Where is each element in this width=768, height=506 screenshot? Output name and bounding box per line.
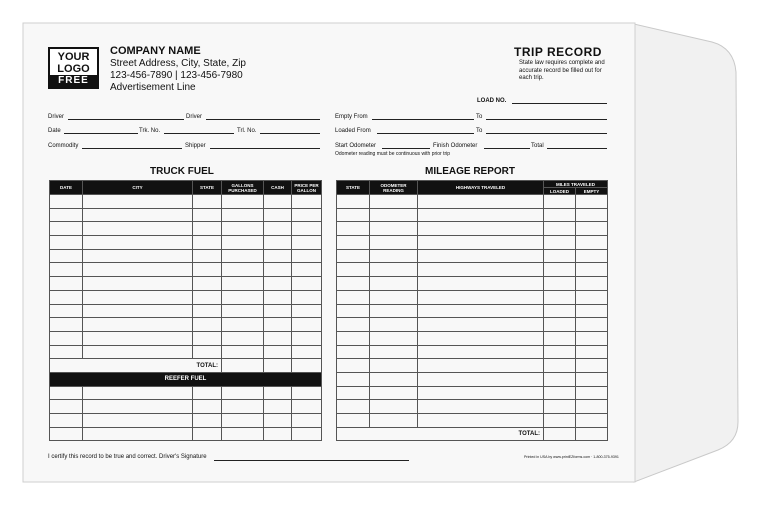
fuel-row [50,400,322,414]
shipper-label: Shipper [185,143,206,149]
company-address: Street Address, City, State, Zip [110,58,246,69]
truck-fuel-table [49,180,322,441]
mileage-cell[interactable] [544,331,576,345]
loaded-from-field[interactable] [377,133,474,134]
mileage-total-cell[interactable] [544,427,576,441]
mileage-cell[interactable] [370,400,418,414]
fuel-cell[interactable] [193,290,222,304]
mileage-cell[interactable] [576,331,608,345]
fuel-total-label: TOTAL: [50,359,222,373]
fuel-total-cell[interactable] [264,359,292,373]
driver1-label: Driver [48,114,64,120]
mileage-row [337,249,608,263]
fuel-cell[interactable] [50,414,83,428]
mileage-row [337,331,608,345]
mileage-cell[interactable] [544,414,576,428]
mileage-cell[interactable] [544,208,576,222]
trip-record-title: TRIP RECORD [514,45,602,59]
fuel-cell[interactable] [50,386,83,400]
mileage-cell[interactable] [370,304,418,318]
fuel-cell[interactable] [292,222,322,236]
fuel-cell[interactable] [193,345,222,359]
mileage-total-row [337,427,608,441]
mileage-cell[interactable] [544,263,576,277]
logo-placeholder [48,47,99,89]
trl-no-label: Trl. No. [237,128,257,134]
mileage-cell[interactable] [370,222,418,236]
trk-no-field[interactable] [164,133,234,134]
fuel-row [50,318,322,332]
to2-label: To [476,128,483,134]
fuel-cell[interactable] [222,195,264,209]
fuel-cell[interactable] [264,414,292,428]
mileage-cell[interactable] [337,222,370,236]
fuel-cell[interactable] [50,222,83,236]
to1-label: To [476,114,483,120]
fuel-cell[interactable] [50,345,83,359]
commodity-field[interactable] [82,148,182,149]
mile-header-state: STATE [337,181,370,195]
trl-no-field[interactable] [260,133,320,134]
mileage-row [337,414,608,428]
mileage-cell[interactable] [576,208,608,222]
empty-from-label: Empty From [335,114,368,120]
fuel-cell[interactable] [292,345,322,359]
mileage-cell[interactable] [576,290,608,304]
mileage-cell[interactable] [544,400,576,414]
mile-header-odometer: ODOMETER READING [370,181,418,195]
mileage-cell[interactable] [418,372,544,386]
mileage-cell[interactable] [370,249,418,263]
mileage-total-cell[interactable] [576,427,608,441]
mileage-cell[interactable] [418,386,544,400]
mileage-cell[interactable] [418,263,544,277]
mileage-row [337,208,608,222]
fuel-cell[interactable] [222,249,264,263]
fuel-cell[interactable] [222,277,264,291]
fuel-cell[interactable] [193,427,222,441]
fuel-cell[interactable] [264,386,292,400]
fuel-row [50,249,322,263]
fuel-header-city: CITY [83,181,193,195]
fuel-cell[interactable] [222,318,264,332]
fuel-row [50,263,322,277]
mileage-report-title: MILEAGE REPORT [425,166,516,177]
fuel-cell[interactable] [193,277,222,291]
fuel-row [50,427,322,441]
mileage-cell[interactable] [337,277,370,291]
mile-header-empty: EMPTY [576,188,608,195]
mileage-cell[interactable] [576,386,608,400]
mileage-cell[interactable] [544,359,576,373]
fuel-cell[interactable] [292,304,322,318]
fuel-cell[interactable] [50,236,83,250]
mileage-cell[interactable] [544,318,576,332]
date-field[interactable] [64,133,138,134]
fuel-cell[interactable] [292,208,322,222]
mileage-cell[interactable] [576,249,608,263]
fuel-row [50,277,322,291]
mileage-row [337,277,608,291]
start-odometer-field[interactable] [382,148,430,149]
fuel-total-cell[interactable] [292,359,322,373]
fuel-cell[interactable] [83,331,193,345]
fuel-total-row [50,359,322,373]
fuel-total-cell[interactable] [222,359,264,373]
fuel-row [50,345,322,359]
fuel-cell[interactable] [193,195,222,209]
empty-from-field[interactable] [372,119,474,120]
fuel-cell[interactable] [264,318,292,332]
fuel-cell[interactable] [50,277,83,291]
mileage-cell[interactable] [337,372,370,386]
fuel-header-state: STATE [193,181,222,195]
fuel-row [50,386,322,400]
mileage-row [337,345,608,359]
fuel-cell[interactable] [292,386,322,400]
company-phones: 123-456-7890 | 123-456-7980 [110,70,243,81]
fuel-cell[interactable] [222,414,264,428]
fuel-cell[interactable] [292,277,322,291]
fuel-cell[interactable] [50,304,83,318]
mileage-cell[interactable] [370,386,418,400]
fuel-cell[interactable] [292,195,322,209]
fuel-row [50,208,322,222]
mileage-cell[interactable] [337,249,370,263]
fuel-row [50,236,322,250]
start-odometer-label: Start Odometer [335,143,377,149]
fuel-cell[interactable] [264,208,292,222]
mileage-cell[interactable] [370,318,418,332]
to2-field[interactable] [486,133,607,134]
fuel-cell[interactable] [83,345,193,359]
fuel-cell[interactable] [222,222,264,236]
mile-header-loaded: LOADED [544,188,576,195]
certification-text: I certify this record to be true and correct. Driver's Signature [48,454,207,460]
mileage-row [337,290,608,304]
fuel-cell[interactable] [292,249,322,263]
mileage-row [337,304,608,318]
fuel-cell[interactable] [222,263,264,277]
mileage-cell[interactable] [418,208,544,222]
mileage-cell[interactable] [418,222,544,236]
fuel-cell[interactable] [264,427,292,441]
mileage-cell[interactable] [544,249,576,263]
mileage-cell[interactable] [337,263,370,277]
mileage-row [337,263,608,277]
mileage-cell[interactable] [576,222,608,236]
fuel-cell[interactable] [222,345,264,359]
fuel-cell[interactable] [50,400,83,414]
mileage-cell[interactable] [418,345,544,359]
mileage-cell[interactable] [370,331,418,345]
fuel-header-price: PRICE PER GALLON [292,181,322,195]
mileage-cell[interactable] [337,290,370,304]
load-no-label: LOAD NO. [477,98,507,104]
mileage-cell[interactable] [544,195,576,209]
mileage-cell[interactable] [370,372,418,386]
mileage-cell[interactable] [544,222,576,236]
mileage-cell[interactable] [576,277,608,291]
mileage-cell[interactable] [576,372,608,386]
mileage-cell[interactable] [370,208,418,222]
mileage-row [337,318,608,332]
fuel-cell[interactable] [264,263,292,277]
fuel-cell[interactable] [222,304,264,318]
mileage-row [337,400,608,414]
fuel-cell[interactable] [193,331,222,345]
fuel-cell[interactable] [83,290,193,304]
logo-text-logo: LOGO [57,63,90,75]
mile-header-miles-traveled: MILES TRAVELED [544,181,608,188]
fuel-cell[interactable] [83,249,193,263]
fuel-cell[interactable] [50,331,83,345]
mileage-row [337,386,608,400]
logo-text-your: YOUR [57,51,90,63]
fuel-cell[interactable] [83,222,193,236]
printed-by-text: Printed in USA by www.printEZforms.com · 1-800-375-9391 [524,455,619,459]
fuel-cell[interactable] [83,236,193,250]
mileage-cell[interactable] [418,331,544,345]
mileage-cell[interactable] [337,236,370,250]
odometer-note: Odometer reading must be continuous with prior trip [335,151,451,157]
company-name: COMPANY NAME [110,45,201,57]
fuel-cell[interactable] [193,414,222,428]
fuel-cell[interactable] [83,304,193,318]
mileage-cell[interactable] [370,414,418,428]
fuel-row [50,222,322,236]
fuel-header-gallons: GALLONS PURCHASED [222,181,264,195]
mileage-row [337,195,608,209]
mileage-cell[interactable] [337,195,370,209]
to1-field[interactable] [486,119,607,120]
fuel-cell[interactable] [292,236,322,250]
mileage-cell[interactable] [370,359,418,373]
fuel-cell[interactable] [83,277,193,291]
mileage-report-table [336,180,608,441]
fuel-row [50,290,322,304]
fuel-cell[interactable] [292,318,322,332]
mileage-cell[interactable] [544,372,576,386]
fuel-cell[interactable] [83,195,193,209]
mileage-total-label: TOTAL: [337,427,544,441]
mileage-cell[interactable] [370,195,418,209]
trk-no-label: Trk. No. [139,128,161,134]
mileage-cell[interactable] [576,195,608,209]
driver1-field[interactable] [68,119,184,120]
fuel-cell[interactable] [83,386,193,400]
mileage-cell[interactable] [576,318,608,332]
mile-header-highways: HIGHWAYS TRAVELED [418,181,544,195]
mileage-cell[interactable] [337,345,370,359]
fuel-cell[interactable] [83,318,193,332]
fuel-cell[interactable] [50,195,83,209]
loaded-from-label: Loaded From [335,128,371,134]
shipper-field[interactable] [210,148,320,149]
mileage-cell[interactable] [337,386,370,400]
fuel-header-cash: CASH [264,181,292,195]
fuel-cell[interactable] [83,427,193,441]
fuel-cell[interactable] [193,304,222,318]
fuel-cell[interactable] [83,263,193,277]
signature-field[interactable] [214,460,409,461]
fuel-cell[interactable] [222,400,264,414]
mileage-cell[interactable] [370,345,418,359]
mileage-cell[interactable] [418,277,544,291]
mileage-cell[interactable] [418,400,544,414]
fuel-header-date: DATE [50,181,83,195]
fuel-cell[interactable] [222,290,264,304]
mileage-cell[interactable] [337,359,370,373]
fuel-cell[interactable] [193,263,222,277]
fuel-cell[interactable] [222,208,264,222]
mileage-cell[interactable] [370,236,418,250]
driver2-label: Driver [186,114,202,120]
trip-record-note: State law requires complete and accurate record be filled out for each trip. [519,60,605,81]
mileage-cell[interactable] [337,304,370,318]
total-label: Total [531,143,544,149]
mileage-cell[interactable] [544,277,576,291]
reefer-fuel-label: REEFER FUEL [50,372,322,386]
fuel-cell[interactable] [50,427,83,441]
fuel-cell[interactable] [222,331,264,345]
fuel-cell[interactable] [222,386,264,400]
mileage-cell[interactable] [370,290,418,304]
fuel-cell[interactable] [50,318,83,332]
reefer-fuel-row [50,372,322,386]
fuel-cell[interactable] [50,249,83,263]
mileage-cell[interactable] [418,236,544,250]
mileage-cell[interactable] [418,249,544,263]
mileage-cell[interactable] [544,304,576,318]
fuel-cell[interactable] [292,427,322,441]
mileage-cell[interactable] [576,345,608,359]
mileage-cell[interactable] [370,263,418,277]
fuel-cell[interactable] [264,304,292,318]
fuel-cell[interactable] [264,290,292,304]
fuel-cell[interactable] [292,414,322,428]
date-label: Date [48,128,61,134]
fuel-cell[interactable] [83,208,193,222]
fuel-cell[interactable] [193,236,222,250]
fuel-cell[interactable] [193,208,222,222]
fuel-cell[interactable] [264,277,292,291]
mileage-cell[interactable] [370,277,418,291]
mileage-row [337,359,608,373]
mileage-cell[interactable] [418,304,544,318]
fuel-row [50,414,322,428]
mileage-cell[interactable] [337,400,370,414]
fuel-cell[interactable] [264,236,292,250]
company-block [110,44,246,94]
fuel-cell[interactable] [292,331,322,345]
mileage-cell[interactable] [418,290,544,304]
mileage-cell[interactable] [418,414,544,428]
mileage-cell[interactable] [576,414,608,428]
fuel-cell[interactable] [222,427,264,441]
mileage-cell[interactable] [576,304,608,318]
mileage-cell[interactable] [418,195,544,209]
fuel-cell[interactable] [292,263,322,277]
fuel-cell[interactable] [292,290,322,304]
finish-odometer-field[interactable] [484,148,530,149]
fuel-cell[interactable] [50,208,83,222]
mileage-cell[interactable] [337,414,370,428]
fuel-cell[interactable] [222,236,264,250]
fuel-cell[interactable] [264,249,292,263]
mileage-cell[interactable] [576,236,608,250]
mileage-cell[interactable] [544,386,576,400]
finish-odometer-label: Finish Odometer [433,143,478,149]
company-ad-line: Advertisement Line [110,82,196,93]
mileage-cell[interactable] [418,359,544,373]
logo-text-free: FREE [50,75,97,87]
mileage-cell[interactable] [337,331,370,345]
mileage-cell[interactable] [576,263,608,277]
driver2-field[interactable] [206,119,320,120]
fuel-cell[interactable] [193,249,222,263]
mileage-cell[interactable] [576,359,608,373]
mileage-cell[interactable] [544,290,576,304]
fuel-row [50,331,322,345]
fuel-cell[interactable] [264,195,292,209]
fuel-row [50,195,322,209]
fuel-cell[interactable] [50,290,83,304]
fuel-row [50,304,322,318]
mileage-cell[interactable] [337,318,370,332]
mileage-row [337,222,608,236]
fuel-cell[interactable] [264,345,292,359]
total-field[interactable] [547,148,607,149]
commodity-label: Commodity [48,143,79,149]
mileage-row [337,236,608,250]
load-no-field[interactable] [512,103,607,104]
mileage-cell[interactable] [544,345,576,359]
fuel-cell[interactable] [264,400,292,414]
fuel-cell[interactable] [193,400,222,414]
fuel-cell[interactable] [264,222,292,236]
fuel-cell[interactable] [83,400,193,414]
fuel-cell[interactable] [83,414,193,428]
fuel-cell[interactable] [50,263,83,277]
fuel-cell[interactable] [193,318,222,332]
fuel-cell[interactable] [193,222,222,236]
truck-fuel-title: TRUCK FUEL [150,166,214,177]
mileage-row [337,372,608,386]
mileage-cell[interactable] [337,208,370,222]
fuel-cell[interactable] [292,400,322,414]
mileage-cell[interactable] [576,400,608,414]
fuel-cell[interactable] [193,386,222,400]
fuel-cell[interactable] [264,331,292,345]
mileage-cell[interactable] [544,236,576,250]
mileage-cell[interactable] [418,318,544,332]
